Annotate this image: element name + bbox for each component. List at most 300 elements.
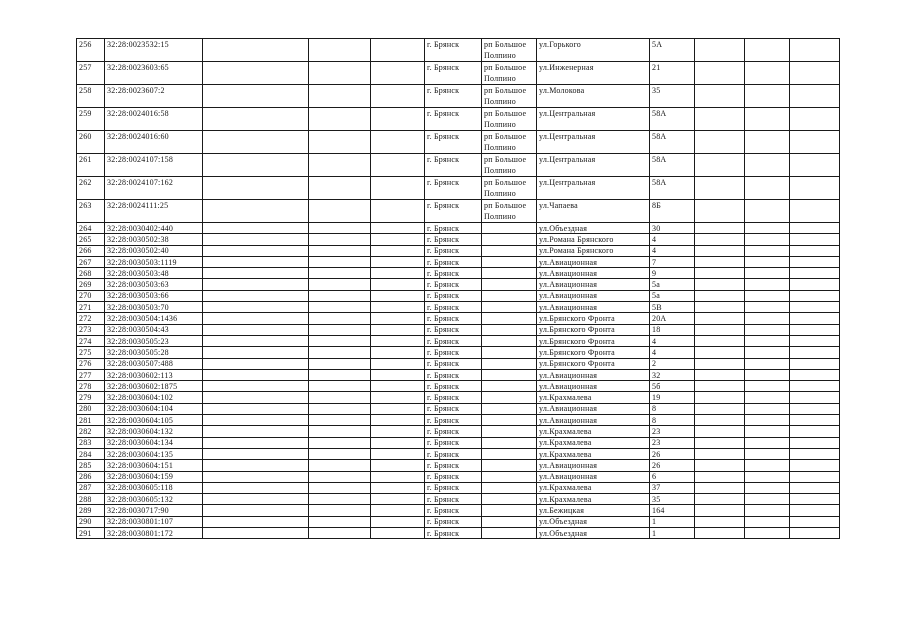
empty-cell <box>203 426 309 437</box>
city-cell: г. Брянск <box>425 335 482 346</box>
cadastral-number-cell: 32:28:0030605:118 <box>105 482 203 493</box>
row-number-cell: 280 <box>77 403 105 414</box>
table-row <box>77 324 840 335</box>
empty-cell <box>203 324 309 335</box>
empty-cell <box>371 335 425 346</box>
empty-cell <box>371 471 425 482</box>
row-number-cell: 283 <box>77 437 105 448</box>
row-number-cell: 269 <box>77 279 105 290</box>
empty-cell <box>309 347 371 358</box>
empty-cell <box>790 62 840 85</box>
empty-cell <box>695 177 745 200</box>
empty-cell <box>371 415 425 426</box>
row-number-cell: 289 <box>77 505 105 516</box>
row-number-cell: 273 <box>77 324 105 335</box>
row-number-cell: 259 <box>77 108 105 131</box>
empty-cell <box>745 471 790 482</box>
empty-cell <box>790 256 840 267</box>
city-cell: г. Брянск <box>425 177 482 200</box>
table-row <box>77 437 840 448</box>
empty-cell <box>790 381 840 392</box>
city-cell: г. Брянск <box>425 62 482 85</box>
empty-cell <box>790 335 840 346</box>
empty-cell <box>371 482 425 493</box>
empty-cell <box>371 460 425 471</box>
settlement-cell <box>482 347 537 358</box>
street-cell: ул.Центральная <box>537 108 650 131</box>
empty-cell <box>695 505 745 516</box>
empty-cell <box>695 279 745 290</box>
house-number-cell: 5А <box>650 39 695 62</box>
cadastral-number-cell: 32:28:0030604:132 <box>105 426 203 437</box>
table-row <box>77 403 840 414</box>
empty-cell <box>695 335 745 346</box>
empty-cell <box>745 448 790 459</box>
empty-cell <box>309 403 371 414</box>
cadastral-number-cell: 32:28:0030504:43 <box>105 324 203 335</box>
empty-cell <box>695 426 745 437</box>
empty-cell <box>790 290 840 301</box>
settlement-cell <box>482 290 537 301</box>
empty-cell <box>745 290 790 301</box>
settlement-cell: рп Большое Полпино <box>482 62 537 85</box>
city-cell: г. Брянск <box>425 426 482 437</box>
empty-cell <box>371 290 425 301</box>
empty-cell <box>203 279 309 290</box>
empty-cell <box>309 39 371 62</box>
city-cell: г. Брянск <box>425 369 482 380</box>
settlement-cell <box>482 268 537 279</box>
empty-cell <box>790 324 840 335</box>
table-row <box>77 494 840 505</box>
empty-cell <box>309 516 371 527</box>
empty-cell <box>203 347 309 358</box>
row-number-cell: 281 <box>77 415 105 426</box>
empty-cell <box>371 131 425 154</box>
empty-cell <box>790 108 840 131</box>
settlement-cell <box>482 302 537 313</box>
settlement-cell <box>482 494 537 505</box>
empty-cell <box>203 234 309 245</box>
empty-cell <box>745 482 790 493</box>
city-cell: г. Брянск <box>425 256 482 267</box>
street-cell: ул.Брянского Фронта <box>537 313 650 324</box>
table-row <box>77 39 840 62</box>
empty-cell <box>745 256 790 267</box>
street-cell: ул.Центральная <box>537 154 650 177</box>
empty-cell <box>695 437 745 448</box>
empty-cell <box>309 177 371 200</box>
city-cell: г. Брянск <box>425 437 482 448</box>
empty-cell <box>695 245 745 256</box>
empty-cell <box>203 335 309 346</box>
street-cell: ул.Объездная <box>537 528 650 539</box>
empty-cell <box>309 335 371 346</box>
empty-cell <box>790 471 840 482</box>
street-cell: ул.Авиационная <box>537 302 650 313</box>
empty-cell <box>309 62 371 85</box>
street-cell: ул.Крахмалева <box>537 437 650 448</box>
settlement-cell <box>482 381 537 392</box>
empty-cell <box>203 268 309 279</box>
cadastral-number-cell: 32:28:0023607:2 <box>105 85 203 108</box>
table-row <box>77 392 840 403</box>
empty-cell <box>790 39 840 62</box>
table-row <box>77 528 840 539</box>
empty-cell <box>695 471 745 482</box>
street-cell: ул.Крахмалева <box>537 392 650 403</box>
row-number-cell: 276 <box>77 358 105 369</box>
city-cell: г. Брянск <box>425 200 482 223</box>
table-row <box>77 62 840 85</box>
empty-cell <box>790 177 840 200</box>
empty-cell <box>309 256 371 267</box>
empty-cell <box>790 516 840 527</box>
city-cell: г. Брянск <box>425 415 482 426</box>
settlement-cell <box>482 516 537 527</box>
empty-cell <box>790 505 840 516</box>
row-number-cell: 257 <box>77 62 105 85</box>
city-cell: г. Брянск <box>425 460 482 471</box>
empty-cell <box>695 290 745 301</box>
empty-cell <box>309 245 371 256</box>
house-number-cell: 58А <box>650 177 695 200</box>
house-number-cell: 18 <box>650 324 695 335</box>
cadastral-number-cell: 32:28:0030505:23 <box>105 335 203 346</box>
table-row <box>77 290 840 301</box>
row-number-cell: 260 <box>77 131 105 154</box>
house-number-cell: 8 <box>650 403 695 414</box>
empty-cell <box>203 131 309 154</box>
table-row <box>77 268 840 279</box>
row-number-cell: 284 <box>77 448 105 459</box>
empty-cell <box>203 290 309 301</box>
cadastral-number-cell: 32:28:0030717:90 <box>105 505 203 516</box>
street-cell: ул.Горького <box>537 39 650 62</box>
cadastral-number-cell: 32:28:0030602:1875 <box>105 381 203 392</box>
house-number-cell: 5б <box>650 381 695 392</box>
street-cell: ул.Авиационная <box>537 415 650 426</box>
table-row <box>77 460 840 471</box>
empty-cell <box>745 324 790 335</box>
empty-cell <box>309 392 371 403</box>
empty-cell <box>309 426 371 437</box>
settlement-cell <box>482 324 537 335</box>
empty-cell <box>695 108 745 131</box>
settlement-cell: рп Большое Полпино <box>482 108 537 131</box>
empty-cell <box>745 335 790 346</box>
row-number-cell: 268 <box>77 268 105 279</box>
row-number-cell: 265 <box>77 234 105 245</box>
table-row <box>77 131 840 154</box>
settlement-cell <box>482 279 537 290</box>
table-row <box>77 471 840 482</box>
empty-cell <box>203 448 309 459</box>
city-cell: г. Брянск <box>425 494 482 505</box>
row-number-cell: 285 <box>77 460 105 471</box>
settlement-cell <box>482 437 537 448</box>
empty-cell <box>203 494 309 505</box>
empty-cell <box>203 437 309 448</box>
city-cell: г. Брянск <box>425 505 482 516</box>
cadastral-number-cell: 32:28:0024016:58 <box>105 108 203 131</box>
cadastral-number-cell: 32:28:0030502:38 <box>105 234 203 245</box>
cadastral-number-cell: 32:28:0030503:66 <box>105 290 203 301</box>
empty-cell <box>695 358 745 369</box>
cadastral-number-cell: 32:28:0030604:159 <box>105 471 203 482</box>
row-number-cell: 266 <box>77 245 105 256</box>
row-number-cell: 282 <box>77 426 105 437</box>
city-cell: г. Брянск <box>425 154 482 177</box>
street-cell: ул.Авиационная <box>537 290 650 301</box>
city-cell: г. Брянск <box>425 279 482 290</box>
cadastral-number-cell: 32:28:0030503:48 <box>105 268 203 279</box>
street-cell: ул.Авиационная <box>537 369 650 380</box>
empty-cell <box>745 494 790 505</box>
empty-cell <box>695 494 745 505</box>
house-number-cell: 21 <box>650 62 695 85</box>
house-number-cell: 58А <box>650 108 695 131</box>
empty-cell <box>790 494 840 505</box>
table-row <box>77 108 840 131</box>
city-cell: г. Брянск <box>425 358 482 369</box>
city-cell: г. Брянск <box>425 268 482 279</box>
empty-cell <box>745 403 790 414</box>
cadastral-number-cell: 32:28:0023603:65 <box>105 62 203 85</box>
table-row <box>77 381 840 392</box>
empty-cell <box>203 256 309 267</box>
street-cell: ул.Крахмалева <box>537 494 650 505</box>
table-row <box>77 313 840 324</box>
empty-cell <box>695 234 745 245</box>
cadastral-number-cell: 32:28:0030503:63 <box>105 279 203 290</box>
empty-cell <box>790 482 840 493</box>
empty-cell <box>695 200 745 223</box>
row-number-cell: 256 <box>77 39 105 62</box>
settlement-cell: рп Большое Полпино <box>482 177 537 200</box>
empty-cell <box>745 460 790 471</box>
empty-cell <box>371 200 425 223</box>
house-number-cell: 35 <box>650 85 695 108</box>
empty-cell <box>309 85 371 108</box>
house-number-cell: 9 <box>650 268 695 279</box>
cadastral-number-cell: 32:28:0024111:25 <box>105 200 203 223</box>
empty-cell <box>203 200 309 223</box>
row-number-cell: 272 <box>77 313 105 324</box>
house-number-cell: 2 <box>650 358 695 369</box>
empty-cell <box>745 268 790 279</box>
row-number-cell: 264 <box>77 223 105 234</box>
settlement-cell <box>482 223 537 234</box>
house-number-cell: 23 <box>650 437 695 448</box>
empty-cell <box>695 324 745 335</box>
city-cell: г. Брянск <box>425 516 482 527</box>
street-cell: ул.Молокова <box>537 85 650 108</box>
empty-cell <box>309 290 371 301</box>
street-cell: ул.Авиационная <box>537 256 650 267</box>
table-row <box>77 302 840 313</box>
empty-cell <box>790 437 840 448</box>
empty-cell <box>203 369 309 380</box>
settlement-cell <box>482 505 537 516</box>
house-number-cell: 7 <box>650 256 695 267</box>
empty-cell <box>695 381 745 392</box>
cadastral-number-cell: 32:28:0024107:162 <box>105 177 203 200</box>
empty-cell <box>371 426 425 437</box>
empty-cell <box>745 39 790 62</box>
empty-cell <box>371 245 425 256</box>
empty-cell <box>745 131 790 154</box>
cadastral-number-cell: 32:28:0030402:440 <box>105 223 203 234</box>
empty-cell <box>745 85 790 108</box>
table-row <box>77 482 840 493</box>
house-number-cell: 26 <box>650 460 695 471</box>
empty-cell <box>203 482 309 493</box>
empty-cell <box>203 505 309 516</box>
empty-cell <box>309 437 371 448</box>
street-cell: ул.Крахмалева <box>537 426 650 437</box>
empty-cell <box>745 223 790 234</box>
house-number-cell: 4 <box>650 234 695 245</box>
empty-cell <box>745 415 790 426</box>
empty-cell <box>371 494 425 505</box>
empty-cell <box>371 403 425 414</box>
city-cell: г. Брянск <box>425 223 482 234</box>
settlement-cell: рп Большое Полпино <box>482 154 537 177</box>
empty-cell <box>695 85 745 108</box>
empty-cell <box>203 313 309 324</box>
row-number-cell: 267 <box>77 256 105 267</box>
table-row <box>77 516 840 527</box>
empty-cell <box>371 369 425 380</box>
house-number-cell: 30 <box>650 223 695 234</box>
city-cell: г. Брянск <box>425 313 482 324</box>
city-cell: г. Брянск <box>425 245 482 256</box>
empty-cell <box>790 369 840 380</box>
empty-cell <box>203 460 309 471</box>
empty-cell <box>309 324 371 335</box>
row-number-cell: 278 <box>77 381 105 392</box>
settlement-cell: рп Большое Полпино <box>482 200 537 223</box>
empty-cell <box>695 528 745 539</box>
empty-cell <box>790 302 840 313</box>
empty-cell <box>371 62 425 85</box>
empty-cell <box>203 223 309 234</box>
empty-cell <box>371 234 425 245</box>
empty-cell <box>203 154 309 177</box>
empty-cell <box>745 381 790 392</box>
street-cell: ул.Авиационная <box>537 279 650 290</box>
house-number-cell: 5а <box>650 279 695 290</box>
house-number-cell: 20А <box>650 313 695 324</box>
settlement-cell <box>482 403 537 414</box>
settlement-cell <box>482 528 537 539</box>
table-row <box>77 223 840 234</box>
settlement-cell <box>482 335 537 346</box>
table-row <box>77 358 840 369</box>
house-number-cell: 6 <box>650 471 695 482</box>
empty-cell <box>371 39 425 62</box>
empty-cell <box>745 108 790 131</box>
street-cell: ул.Брянского Фронта <box>537 347 650 358</box>
table-row <box>77 335 840 346</box>
empty-cell <box>745 234 790 245</box>
city-cell: г. Брянск <box>425 234 482 245</box>
empty-cell <box>309 154 371 177</box>
empty-cell <box>745 426 790 437</box>
table-row <box>77 177 840 200</box>
street-cell: ул.Брянского Фронта <box>537 335 650 346</box>
empty-cell <box>371 256 425 267</box>
settlement-cell <box>482 313 537 324</box>
empty-cell <box>745 369 790 380</box>
empty-cell <box>309 279 371 290</box>
settlement-cell <box>482 426 537 437</box>
empty-cell <box>309 482 371 493</box>
street-cell: ул.Романа Брянского <box>537 234 650 245</box>
city-cell: г. Брянск <box>425 131 482 154</box>
empty-cell <box>695 131 745 154</box>
empty-cell <box>309 200 371 223</box>
city-cell: г. Брянск <box>425 471 482 482</box>
empty-cell <box>745 279 790 290</box>
cadastral-number-cell: 32:28:0030605:132 <box>105 494 203 505</box>
house-number-cell: 1 <box>650 528 695 539</box>
empty-cell <box>695 302 745 313</box>
empty-cell <box>203 381 309 392</box>
empty-cell <box>203 471 309 482</box>
settlement-cell <box>482 471 537 482</box>
empty-cell <box>790 234 840 245</box>
cadastral-number-cell: 32:28:0030504:1436 <box>105 313 203 324</box>
city-cell: г. Брянск <box>425 347 482 358</box>
cadastral-number-cell: 32:28:0030604:105 <box>105 415 203 426</box>
street-cell: ул.Авиационная <box>537 471 650 482</box>
row-number-cell: 287 <box>77 482 105 493</box>
cadastral-number-cell: 32:28:0030505:28 <box>105 347 203 358</box>
empty-cell <box>790 415 840 426</box>
street-cell: ул.Чапаева <box>537 200 650 223</box>
cadastral-number-cell: 32:28:0030503:1119 <box>105 256 203 267</box>
empty-cell <box>371 108 425 131</box>
empty-cell <box>371 505 425 516</box>
empty-cell <box>745 200 790 223</box>
table-row <box>77 200 840 223</box>
empty-cell <box>745 302 790 313</box>
row-number-cell: 262 <box>77 177 105 200</box>
row-number-cell: 258 <box>77 85 105 108</box>
cadastral-number-cell: 32:28:0030604:102 <box>105 392 203 403</box>
city-cell: г. Брянск <box>425 528 482 539</box>
empty-cell <box>203 392 309 403</box>
empty-cell <box>309 313 371 324</box>
house-number-cell: 58А <box>650 131 695 154</box>
settlement-cell <box>482 460 537 471</box>
empty-cell <box>790 154 840 177</box>
empty-cell <box>203 108 309 131</box>
empty-cell <box>309 505 371 516</box>
empty-cell <box>309 415 371 426</box>
street-cell: ул.Инженерная <box>537 62 650 85</box>
cadastral-number-cell: 32:28:0030604:151 <box>105 460 203 471</box>
empty-cell <box>695 369 745 380</box>
empty-cell <box>371 85 425 108</box>
row-number-cell: 277 <box>77 369 105 380</box>
row-number-cell: 261 <box>77 154 105 177</box>
city-cell: г. Брянск <box>425 108 482 131</box>
empty-cell <box>790 223 840 234</box>
empty-cell <box>695 347 745 358</box>
